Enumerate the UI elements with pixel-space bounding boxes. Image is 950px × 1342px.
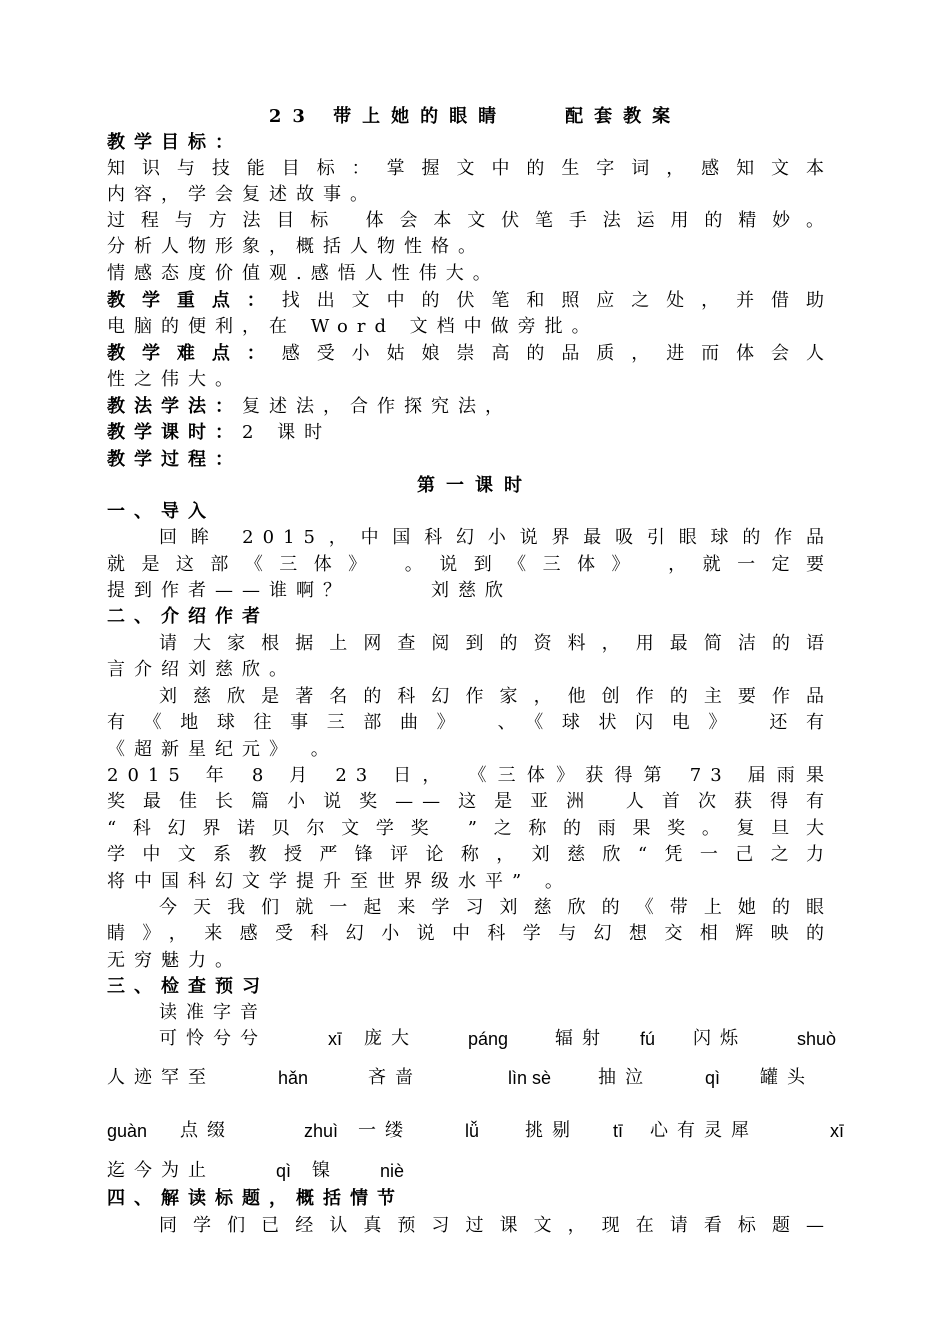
vocab-word: 庞大 — [364, 1028, 418, 1049]
paragraph-line: 学中文系教授严锋评论称，刘慈欣“凭一己之力 — [107, 844, 833, 865]
subheading: 读准字音 — [159, 1002, 267, 1023]
paragraph-line: 回眸 2015，中国科幻小说界最吸引眼球的作品 — [159, 527, 833, 548]
difficulty-row — [107, 341, 833, 367]
vocab-word: 一缕 — [358, 1120, 412, 1141]
method-text: 复述法，合作探究法， — [242, 396, 512, 417]
objectives-heading: 教学目标： — [107, 132, 242, 153]
vocab-word: 可怜兮兮 — [159, 1028, 267, 1049]
vocab-word: 辐射 — [555, 1028, 609, 1049]
paragraph-line: 无穷魅力。 — [107, 950, 242, 971]
objective-line: 分析人物形象，概括人物性格。 — [107, 236, 485, 257]
pinyin: hǎn — [278, 1068, 309, 1088]
pinyin: shuò — [797, 1029, 837, 1049]
paragraph-line: 言介绍刘慈欣。 — [107, 659, 296, 680]
hours-label: 教学课时： — [107, 422, 242, 443]
focus-row — [107, 288, 833, 314]
pinyin: guàn — [107, 1121, 148, 1141]
vocab-word: 人迹罕至 — [107, 1067, 215, 1088]
pinyin: páng — [468, 1029, 509, 1049]
paragraph-line: 就是这部《三体》 。说到《三体》 ，就一定要 — [107, 554, 833, 575]
paragraph-line: 提到作者——谁啊？ 刘慈欣 — [107, 580, 512, 601]
difficulty-text: 感受小姑娘崇高的品质，进而体会人 — [281, 343, 833, 364]
paragraph-line: 刘慈欣是著名的科幻作家，他创作的主要作品 — [159, 686, 833, 707]
vocab-word: 罐头 — [760, 1067, 814, 1088]
section-heading: 四、解读标题，概括情节 — [107, 1188, 404, 1209]
vocab-word: 吝啬 — [368, 1067, 422, 1088]
hours-text: 2 课时 — [242, 422, 332, 443]
difficulty-label: 教学难点： — [107, 343, 282, 364]
document-title: 23 带上她的眼睛 配套教案 — [268, 106, 682, 127]
pinyin: lìn sè — [508, 1068, 552, 1088]
pinyin: xī — [328, 1029, 343, 1049]
paragraph-line: 今天我们就一起来学习刘慈欣的《带上她的眼 — [159, 897, 833, 918]
method-row — [107, 394, 833, 420]
focus-text: 找出文中的伏笔和照应之处，并借助 — [281, 290, 833, 311]
hours-row — [107, 420, 833, 446]
pinyin: qì — [276, 1161, 292, 1181]
objective-line: 情感态度价值观.感悟人性伟大。 — [107, 263, 500, 284]
vocab-word: 镍 — [312, 1160, 339, 1181]
process-heading: 教学过程： — [107, 449, 242, 470]
vocab-word: 挑剔 — [525, 1120, 579, 1141]
method-label: 教法学法： — [107, 396, 242, 417]
paragraph-line: 请大家根据上网查阅到的资料，用最简洁的语 — [159, 633, 833, 654]
objective-line: 内容，学会复述故事。 — [107, 184, 377, 205]
paragraph-line: 《超新星纪元》 。 — [107, 739, 338, 760]
pinyin: zhuì — [304, 1121, 339, 1141]
pinyin: niè — [380, 1161, 405, 1181]
objective-line: 过程与方法目标 体会本文伏笔手法运用的精妙。 — [107, 210, 833, 231]
paragraph-line: 睛》，来感受科幻小说中科学与幻想交相辉映的 — [107, 923, 833, 944]
paragraph-line: 奖最佳长篇小说奖——这是亚洲 人首次获得有 — [107, 791, 833, 812]
section-heading: 一、导入 — [107, 501, 215, 522]
paragraph-line: 2015 年 8 月 23 日， 《三体》获得第 73 届雨果 — [107, 765, 833, 786]
vocab-word: 点缀 — [180, 1120, 234, 1141]
vocab-word: 心有灵犀 — [650, 1120, 758, 1141]
section-heading: 二、介绍作者 — [107, 606, 269, 627]
paragraph-line: “科幻界诺贝尔文学奖 ”之称的雨果奖。复旦大 — [107, 818, 833, 839]
focus-label: 教学重点： — [107, 290, 282, 311]
paragraph-line: 有《地球往事三部曲》 、《球状闪电》 还有 — [107, 712, 833, 733]
paragraph-line: 同学们已经认真预习过课文，现在请看标题— — [159, 1215, 833, 1236]
pinyin: fú — [640, 1029, 656, 1049]
vocab-word: 闪烁 — [693, 1028, 747, 1049]
objective-line: 知识与技能目标：掌握文中的生字词，感知文本 — [107, 158, 833, 179]
pinyin: lǚ — [465, 1121, 480, 1141]
pinyin: tī — [613, 1121, 624, 1141]
pinyin: xī — [830, 1121, 845, 1141]
section-heading: 三、检查预习 — [107, 976, 269, 997]
paragraph-line: 将中国科幻文学提升至世界级水平” 。 — [107, 871, 572, 892]
vocab-word: 迄今为止 — [107, 1160, 215, 1181]
difficulty-line: 性之伟大。 — [107, 369, 242, 390]
focus-line: 电脑的便利，在 Word 文档中做旁批。 — [107, 316, 599, 337]
pinyin: qì — [705, 1068, 721, 1088]
vocab-word: 抽泣 — [598, 1067, 652, 1088]
lesson-heading: 第一课时 — [417, 475, 533, 496]
